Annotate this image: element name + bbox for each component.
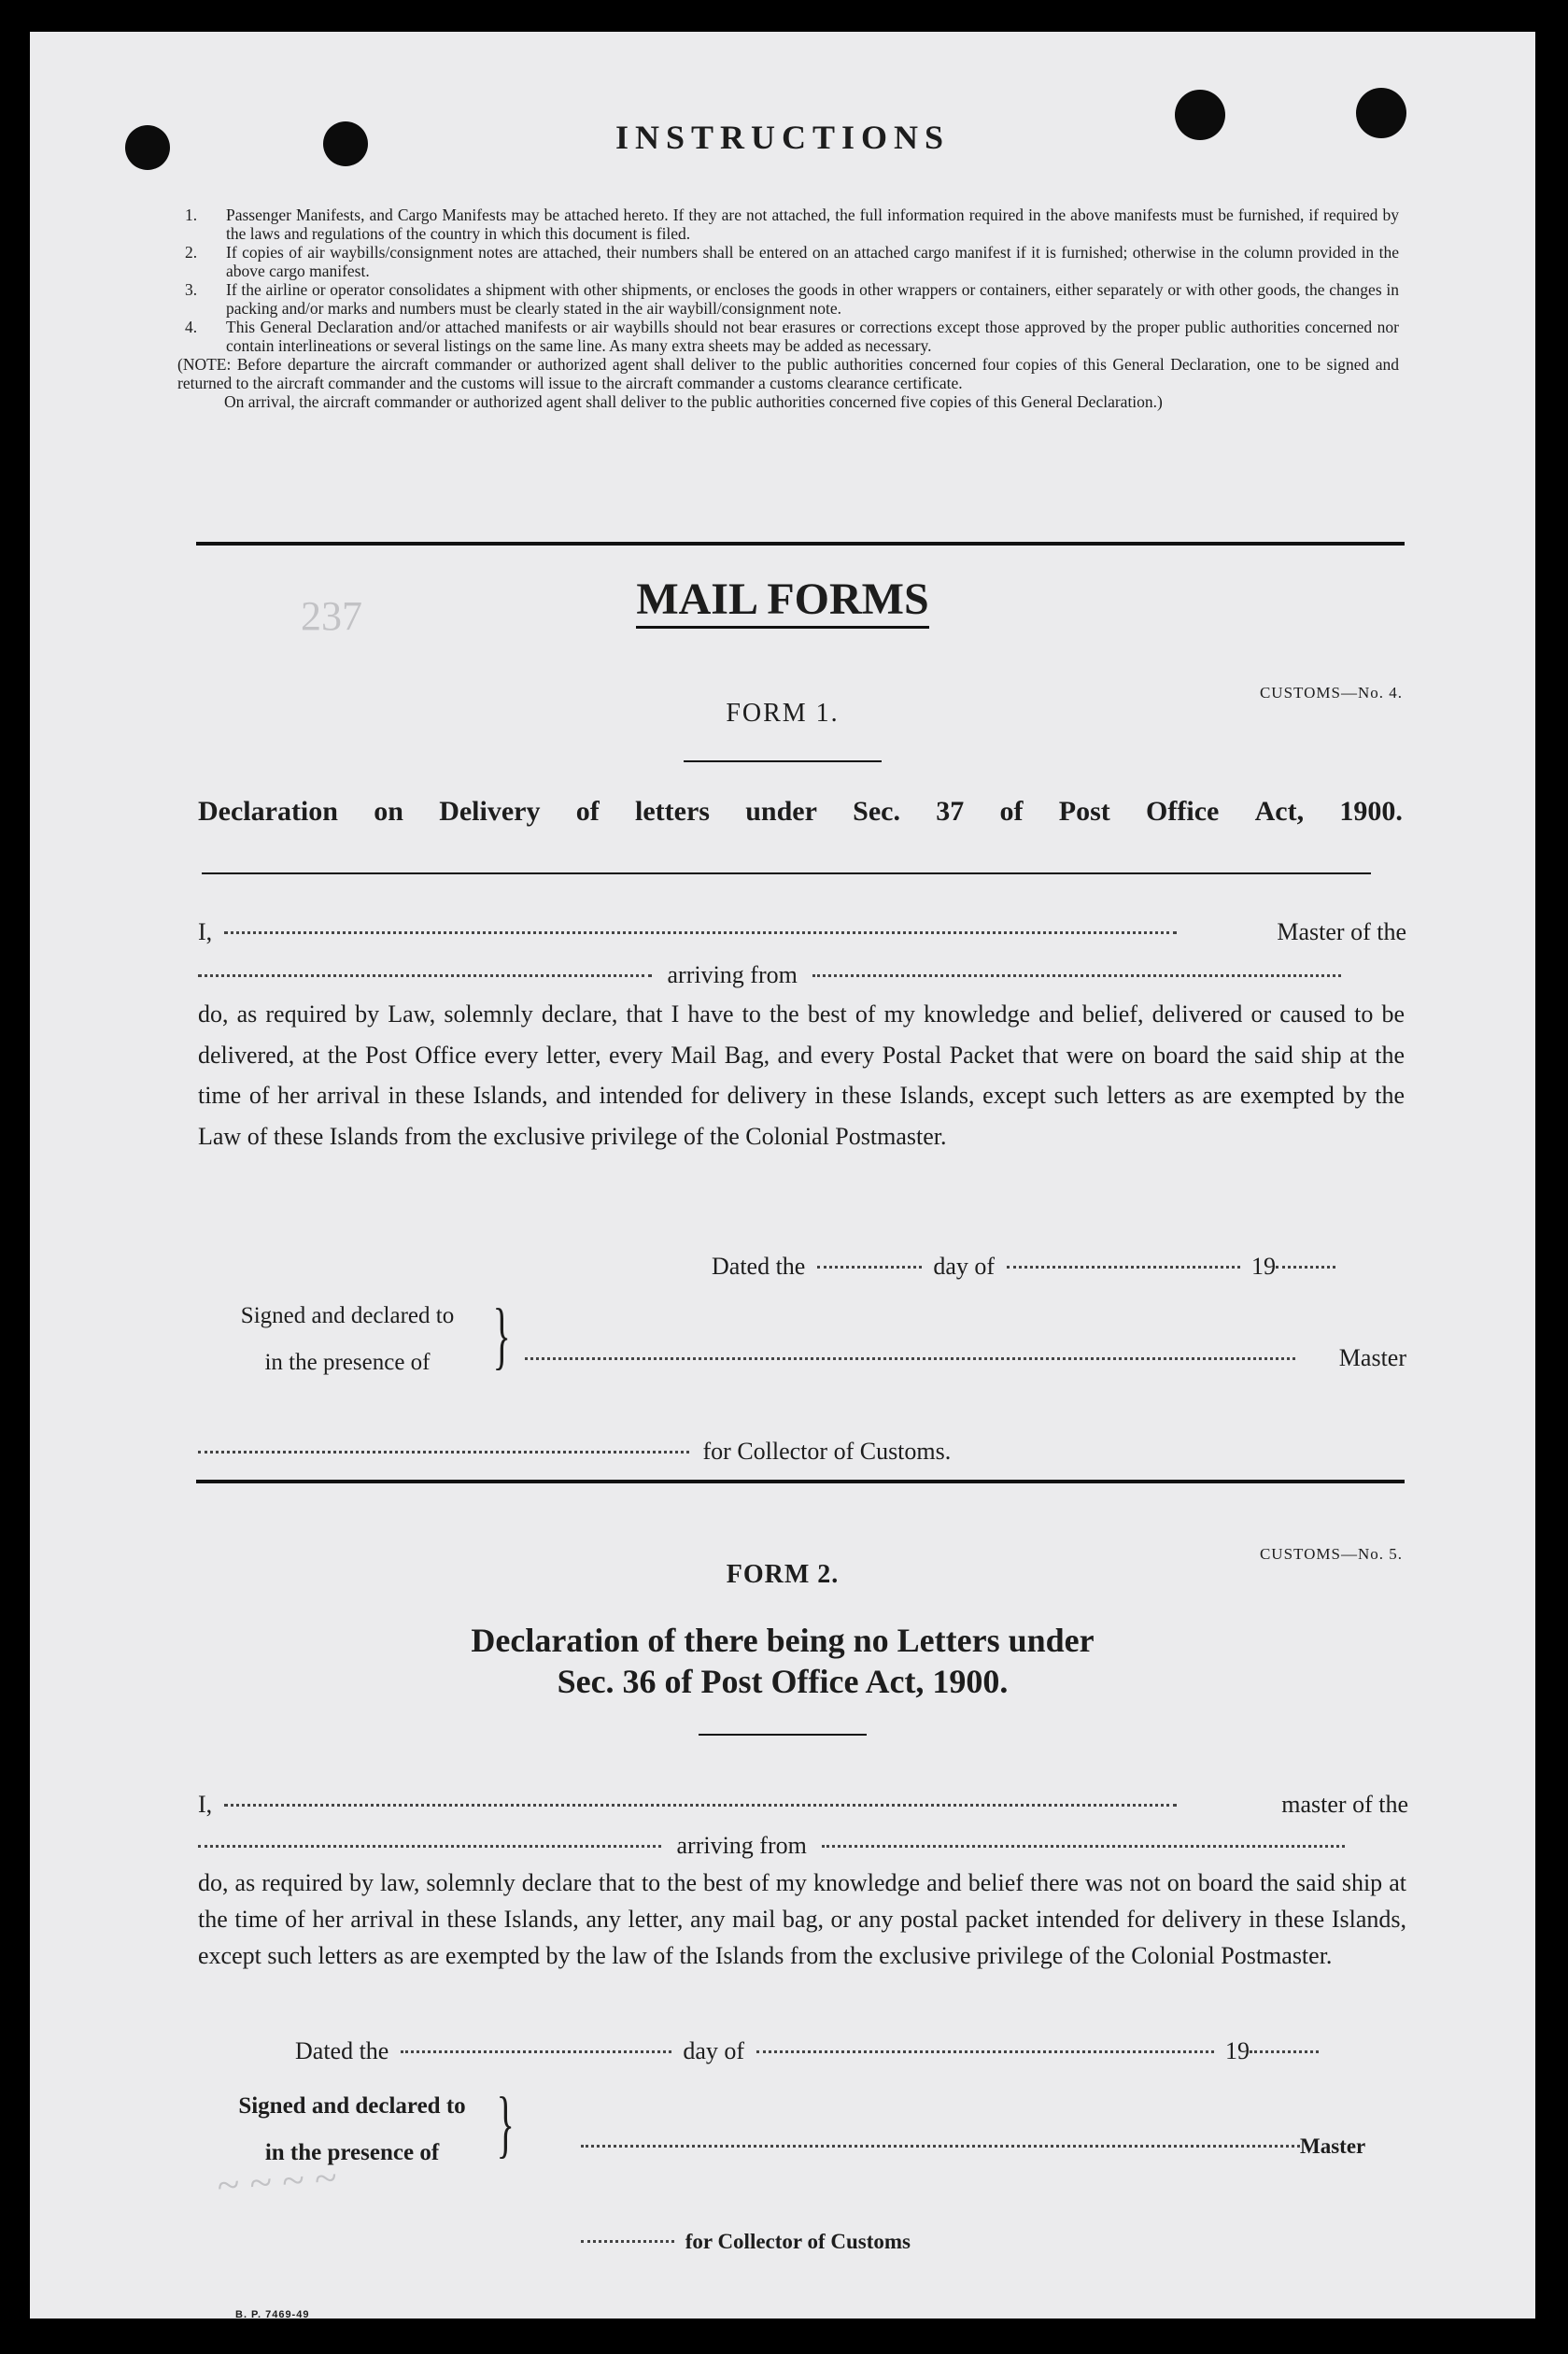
form2-date-field[interactable] [401, 2050, 671, 2053]
instruction-item: 4. This General Declaration and/or attached manifests or air waybills should not bear erasures or corrections except those approved by the proper public authorities concerned nor contain interlineations or several listings on the same line. As many extra sheets may be added as necessary. [185, 318, 1399, 355]
form2-master-field[interactable] [581, 2145, 1300, 2148]
form1-customs-number: CUSTOMS—No. 4. [1259, 684, 1403, 702]
form1-ship-line: arriving from [198, 955, 1406, 996]
form1-declaration-heading: Declaration on Delivery of letters under Sec. 37 of Post Office Act, 1900. [198, 796, 1403, 827]
form2-name-field[interactable] [224, 1804, 1177, 1807]
brace-icon: } [492, 1295, 511, 1377]
handwritten-signature: ~ ~ ~ ~ [215, 2154, 338, 2209]
form2-heading-rule [699, 1734, 867, 1736]
form1-collector-field[interactable] [198, 1451, 689, 1454]
form1-origin-field[interactable] [812, 974, 1341, 977]
form1-dated-line: Dated the day of 19 [712, 1246, 1406, 1287]
brace-icon: } [496, 2083, 515, 2165]
form1-title: FORM 1. [726, 699, 840, 728]
form1-title-rule [684, 760, 882, 762]
form2-master-line: Master [581, 2126, 1406, 2167]
form2-month-field[interactable] [756, 2050, 1214, 2053]
form2-declaration-body: do, as required by law, solemnly declare that to the best of my knowledge and belief there was not on board the said ship at the time of her arrival in these Islands, any letter, any mail bag, or any postal packet intended for delivery in these Islands, except such letters as are exempted by the law of the Islands from the exclusive privilege of the Colonial Postmaster. [198, 1869, 1406, 1969]
document-page [30, 32, 1535, 2319]
form1-month-field[interactable] [1007, 1266, 1240, 1269]
form1-master-field[interactable] [525, 1357, 1295, 1360]
form1-collector-line: for Collector of Customs. [198, 1431, 1038, 1472]
form2-year-field[interactable] [1250, 2050, 1319, 2053]
form1-ship-field[interactable] [198, 974, 652, 977]
instruction-item: 2. If copies of air waybills/consignment notes are attached, their numbers shall be entered on an attached cargo manifest if it is furnished; otherwise in the column provided in the above cargo manifest. [185, 243, 1399, 280]
form2-collector-field[interactable] [581, 2240, 674, 2243]
instruction-item: 1. Passenger Manifests, and Cargo Manifests may be attached hereto. If they are not attached, the full information required in the above manifests must be furnished, if required by the laws and regulations of the country in which this document is filed. [185, 206, 1399, 243]
form1-name-line: I, Master of the [198, 918, 1406, 945]
instruction-note-arrival: On arrival, the aircraft commander or authorized agent shall deliver to the public authorities concerned five copies of this General Declaration.) [224, 392, 1163, 411]
form2-collector-line: for Collector of Customs [581, 2221, 1141, 2262]
form-print-code: B. P. 7469-49 [235, 2309, 310, 2319]
form2-customs-number: CUSTOMS—No. 5. [1259, 1545, 1403, 1563]
divider-rule [196, 542, 1405, 546]
form1-name-field[interactable] [224, 931, 1177, 934]
form2-declaration-heading: Declaration of there being no Letters under Sec. 36 of Post Office Act, 1900. [471, 1622, 1095, 1700]
form2-origin-field[interactable] [822, 1845, 1345, 1848]
form2-title: FORM 2. [726, 1560, 840, 1589]
instruction-note: (NOTE: Before departure the aircraft commander or authorized agent shall deliver to the public authorities concerned four copies of this General Declaration, one to be signed and returned to the aircraft commander and the customs will issue to the aircraft commander a customs clearance certificate. [177, 355, 1399, 392]
form1-master-line: Master [525, 1338, 1406, 1379]
form2-name-line: I, master of the [198, 1791, 1408, 1818]
form1-date-field[interactable] [817, 1266, 922, 1269]
form2-ship-field[interactable] [198, 1845, 661, 1848]
form2-signed-label: Signed and declared to in the presence of [238, 2093, 466, 2165]
form2-ship-line: arriving from [198, 1825, 1408, 1866]
instruction-item: 3. If the airline or operator consolidates a shipment with other shipments, or encloses the goods in other wrappers or containers, either separately or with other goods, the changes in packing and/or marks and numbers must be clearly stated in the air waybill/consignment note. [185, 280, 1399, 318]
instructions-title: INSTRUCTIONS [614, 119, 951, 156]
instructions-list [177, 206, 1399, 411]
form1-declaration-body: do, as required by Law, solemnly declare, that I have to the best of my knowledge and belief, delivered or caused to be delivered, at the Post Office every letter, every Mail Bag, and every Postal Packet that were on board the said ship at the time of her arrival in these Islands, and intended for delivery in these Islands, except such letters as are exempted by the Law of these Islands from the exclusive privilege of the Colonial Postmaster. [198, 1000, 1405, 1150]
form1-signed-label: Signed and declared to in the presence of [240, 1303, 455, 1375]
divider-rule [196, 1480, 1405, 1483]
form1-heading-rule [202, 872, 1371, 874]
mail-forms-title: MAIL FORMS [30, 574, 1535, 625]
form2-dated-line: Dated the day of 19 [295, 2031, 1406, 2072]
bleed-through-mark: 237 [301, 593, 362, 639]
form1-year-field[interactable] [1276, 1266, 1335, 1269]
